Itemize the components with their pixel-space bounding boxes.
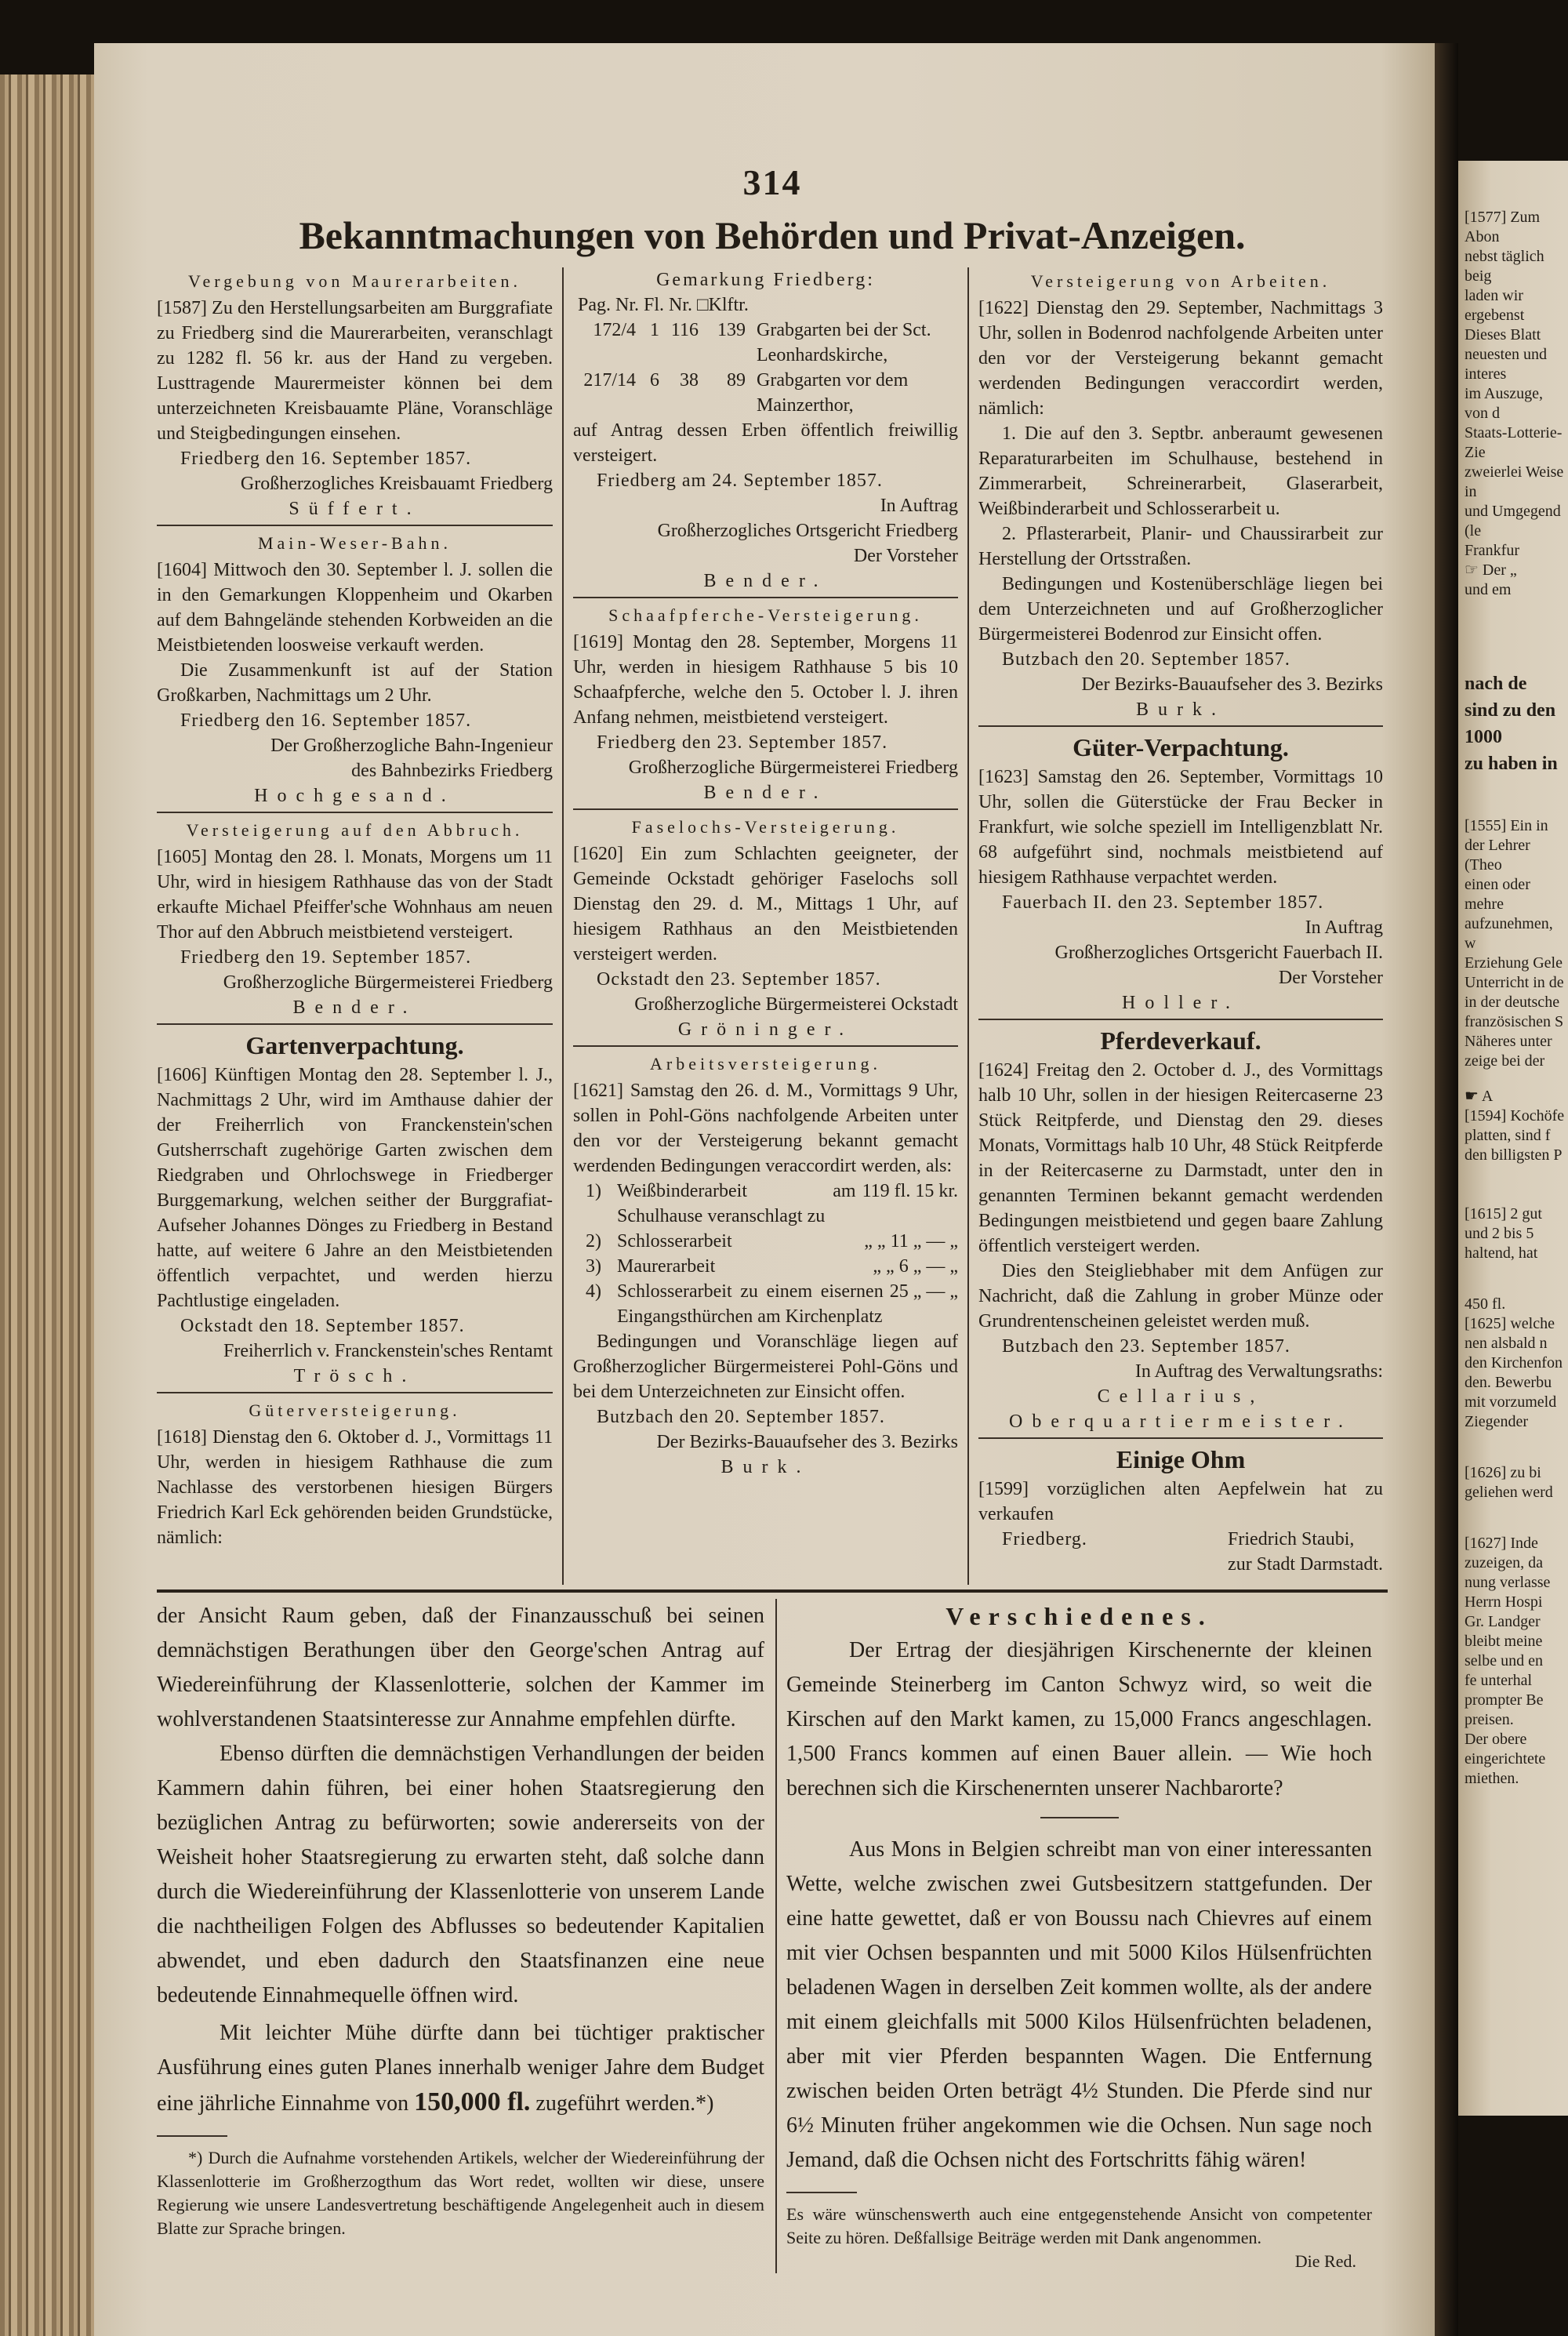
fragment-line: Der obere — [1465, 1731, 1527, 1748]
notice-signature: Großherzogliches Ortsgericht Friedberg — [657, 521, 958, 541]
note-rule — [786, 2192, 857, 2193]
notice-date: Friedberg am 24. September 1857. — [597, 470, 883, 491]
fragment-line: zweierlei Weise in — [1465, 463, 1564, 500]
notice-date: Fauerbach II. den 23. September 1857. — [1002, 892, 1324, 913]
notice — [978, 1025, 1383, 1439]
item-amount: „ „ 6 „ — „ — [873, 1256, 958, 1277]
articles-section — [157, 1599, 1388, 2273]
fragment-line: [1615] 2 gut — [1465, 1205, 1542, 1222]
notice-body: [1623] Samstag den 26. September, Vormittags 10 Uhr, sollen die Güterstücke der Frau Becker in Frankfurt, wie solche speziell im Intelligenzblatt Nr. 68 aufgeführt sind, nochmals meistbietend auf hiesigem Rathhause verpachtet werden. — [978, 767, 1383, 888]
notice-heading: Pferdeverkauf. — [1100, 1026, 1261, 1055]
footer-place: Friedberg. — [1002, 1529, 1087, 1549]
fragment-line: Herrn Hospi — [1465, 1593, 1543, 1611]
notice-signature: Burk. — [1136, 699, 1225, 720]
list-item — [573, 1229, 958, 1254]
table-cell: 139 — [717, 320, 746, 340]
adjacent-page-fragment — [1458, 1204, 1568, 1263]
notice-heading: Versteigerung auf den Abbruch. — [186, 820, 524, 840]
notice-signature: In Auftrag — [880, 496, 958, 516]
notice — [573, 603, 958, 810]
notice — [157, 1398, 553, 1553]
item-amount: 119 fl. 15 kr. — [862, 1181, 958, 1201]
fragment-line: miethen. — [1465, 1770, 1519, 1787]
notice-heading: Güter-Verpachtung. — [1073, 733, 1289, 761]
adjacent-page-fragment — [1458, 816, 1568, 1071]
adjacent-page-fragment — [1458, 208, 1568, 600]
notice-heading: Vergebung von Maurerarbeiten. — [188, 271, 521, 291]
notice-signature: In Auftrag — [1305, 917, 1383, 938]
item-number: 2) — [586, 1231, 601, 1252]
fragment-line: Näheres unter — [1465, 1033, 1552, 1050]
notice-date: Butzbach den 20. September 1857. — [597, 1407, 885, 1427]
fragment-line: Staats-Lotterie-Zie — [1465, 424, 1563, 461]
notice-signature: Großherzogliche Bürgermeisterei Ockstadt — [634, 994, 958, 1015]
notice-signature: Holler. — [1122, 993, 1240, 1013]
adjacent-page-fragment — [1458, 1295, 1568, 1432]
notice-signature: Bender. — [703, 783, 828, 803]
fragment-line: der Lehrer (Theo — [1465, 837, 1530, 874]
notices-section — [157, 267, 1388, 1585]
item-label: Schlosserarbeit zu einem eisernen Eingangsthürchen am Kirchenplatz — [617, 1281, 884, 1327]
item-number: 3) — [586, 1256, 601, 1277]
notice-body: [1622] Dienstag den 29. September, Nachmittags 3 Uhr, sollen in Bodenrod nachfolgende Arbeiten unter den vor der Versteigerung bekannt gemacht werdenden Bedingungen veraccordirt werden, nämlich: — [978, 298, 1383, 419]
fragment-line: Erziehung Gele — [1465, 954, 1563, 972]
adjacent-page-fragment — [1458, 1087, 1568, 1165]
notice-subheading: Gemarkung Friedberg: — [656, 270, 875, 290]
notice-body: Bedingungen und Kostenüberschläge liegen bei dem Unterzeichneten und auf Großherzoglicher Bürgermeisterei Bodenrod zur Einsicht offen. — [978, 574, 1383, 645]
notice — [573, 1052, 958, 1483]
notice-date: Friedberg den 19. September 1857. — [180, 947, 472, 968]
item-number: 4) — [586, 1281, 601, 1302]
notice — [978, 732, 1383, 1020]
table-cell: Grabgarten bei der Sct. Leonhardskirche, — [757, 320, 931, 365]
column-left — [157, 267, 553, 1585]
footer-line: Friedrich Staubi, — [1228, 1529, 1355, 1549]
notice-signature: Der Großherzogliche Bahn-Ingenieur — [270, 736, 553, 756]
notice-date: Friedberg den 16. September 1857. — [180, 449, 472, 469]
notice — [978, 1444, 1383, 1580]
section-divider — [157, 1589, 1388, 1593]
notice — [157, 1030, 553, 1393]
table-cell: 38 — [680, 370, 699, 391]
fragment-line: mit vorzumeld — [1465, 1393, 1557, 1411]
notice — [157, 818, 553, 1025]
article-paragraph: Ebenso dürften die demnächstigen Verhandlungen der beiden Kammern dahin führen, bei einer hohen Staatsregierung den bezüglichen Antrag zu befürworten; sowie andererseits von der Weisheit hoher Staatsregierung zu erwarten steht, daß solche dann durch die Wiedereinführung der Klassenlotterie von unserem Lande die nachtheiligen Folgen des Abflusses so bedeutender Kapitalien abwendet, und eben dadurch den Staatsfinanzen eine neue bedeutende Einnahmequelle öffnen wird. — [157, 1742, 764, 2007]
item-label: Maurerarbeit — [617, 1256, 716, 1277]
adjacent-page-fragment — [1458, 1463, 1568, 1502]
fragment-line: nebst täglich beig — [1465, 248, 1544, 285]
separator-rule — [1040, 1817, 1119, 1818]
fragment-line: ☞ Der „ — [1465, 561, 1517, 579]
fragment-line: [1577] Zum Abon — [1465, 209, 1541, 245]
table-header: Pag. Nr. Fl. Nr. □Klftr. — [578, 295, 749, 315]
fragment-line: 1000 — [1465, 727, 1502, 747]
notice-signature: Der Vorsteher — [1278, 968, 1383, 988]
book-gutter — [1435, 43, 1458, 2336]
fragment-line: französischen S — [1465, 1013, 1564, 1030]
fragment-line: prompter Be — [1465, 1691, 1544, 1709]
notice-signature: Burk. — [720, 1457, 811, 1477]
item-label: Schlosserarbeit — [617, 1231, 732, 1252]
notice-body: Bedingungen und Voranschläge liegen auf Großherzoglicher Bürgermeisterei Pohl-Göns und bei dem Unterzeichneten zur Einsicht offen. — [573, 1331, 958, 1402]
footer-signature — [1228, 1527, 1383, 1577]
table-cell: Grabgarten vor dem Mainzerthor, — [757, 370, 909, 416]
fragment-line: im Auszuge, von d — [1465, 385, 1543, 422]
notice-body: [1605] Montag den 28. l. Monats, Morgens um 11 Uhr, wird in hiesigem Rathhause das von der Stadt erkaufte Michael Pfeiffer'sche Wohnhaus am neuen Thor auf den Abbruch meistbietend versteigert. — [157, 847, 553, 943]
table-cell: 116 — [670, 320, 699, 340]
list-item — [573, 1179, 958, 1229]
notice-signature: Cellarius, Oberquartiermeister. — [1009, 1386, 1352, 1432]
fragment-line: in der deutsche — [1465, 994, 1560, 1011]
fragment-line: 450 fl. — [1465, 1295, 1506, 1313]
article-lottery — [157, 1599, 764, 2273]
notice-signature: Großherzogliches Kreisbauamt Friedberg — [240, 474, 553, 494]
fragment-line: preisen. — [1465, 1711, 1514, 1728]
article-paragraph — [157, 2016, 764, 2121]
page-title: Bekanntmachungen von Behörden und Privat-Anzeigen. — [299, 213, 1246, 257]
fragment-line: und 2 bis 5 — [1465, 1225, 1534, 1242]
table-cell: 1 — [650, 320, 659, 340]
column-right — [967, 267, 1383, 1585]
editor-signature: Die Red. — [1294, 2251, 1356, 2271]
notice-heading: Faselochs-Versteigerung. — [631, 817, 900, 837]
fragment-line: [1625] welche — [1465, 1315, 1555, 1332]
notice-signature: Großherzogliches Ortsgericht Fauerbach II. — [1054, 943, 1383, 963]
fragment-line: platten, sind f — [1465, 1127, 1551, 1144]
notice-heading: Main-Weser-Bahn. — [257, 533, 452, 553]
fragment-line: Gr. Landger — [1465, 1613, 1541, 1630]
fragment-line: Ziegender — [1465, 1413, 1529, 1430]
article-text: zugeführt werden.*) — [535, 2091, 714, 2116]
notice-body: [1619] Montag den 28. September, Morgens 11 Uhr, werden in hiesigem Rathhause 5 bis 10 Schaafpferche, welche den 5. October l. J. ihren Anfang nehmen, meistbietend versteigert. — [573, 632, 958, 728]
fragment-line: bleibt meine — [1465, 1633, 1543, 1650]
fragment-line: haltend, hat — [1465, 1244, 1538, 1262]
notice-body: Dies den Steigliebhaber mit dem Anfügen zur Nachricht, daß die Zahlung in grober Münze oder Grundrentenscheinen geleistet werden muß. — [978, 1261, 1383, 1331]
notice-signature: Bender. — [703, 571, 828, 591]
fragment-line: [1555] Ein in — [1465, 817, 1548, 834]
notice-heading: Arbeitsversteigerung. — [650, 1054, 881, 1074]
fragment-line: zu haben in — [1465, 754, 1558, 774]
fragment-line: neuesten und interes — [1465, 346, 1547, 383]
notice-body: [1620] Ein zum Schlachten geeigneter, der Gemeinde Ockstadt gehöriger Faselochs soll Dienstag den 29. d. M., Mittags 1 Uhr, auf hiesigem Rathhaus an den Meistbietenden versteigert werden. — [573, 844, 958, 965]
article-text: Mit leichter Mühe dürfte dann bei tüchtiger praktischer Ausführung eines guten Planes innerhalb weniger Jahre dem Budget eine jährliche Einnahme von — [157, 2021, 764, 2116]
fragment-line: aufzunehmen, w — [1465, 915, 1553, 952]
fragment-line: nach de — [1465, 674, 1527, 694]
notice — [157, 269, 553, 526]
fragment-line: laden wir ergebenst — [1465, 287, 1525, 324]
notice-date: Ockstadt den 23. September 1857. — [597, 969, 881, 990]
notice-date: Friedberg den 16. September 1857. — [180, 710, 472, 731]
notice-signature: Süffert. — [289, 499, 421, 519]
fragment-line: nen alsbald n — [1465, 1335, 1548, 1352]
item-amount: 25 „ — „ — [889, 1281, 958, 1302]
fragment-line: geliehen werd — [1465, 1484, 1553, 1501]
notice-body: Die Zusammenkunft ist auf der Station Großkarben, Nachmittags um 2 Uhr. — [157, 660, 553, 706]
notice-date: Friedberg den 23. September 1857. — [597, 732, 888, 753]
item-number: 1) — [586, 1181, 601, 1201]
fragment-line: [1626] zu bi — [1465, 1464, 1541, 1481]
notice-heading: Güterversteigerung. — [249, 1401, 461, 1420]
editor-note: Es wäre wünschenswerth auch eine entgegenstehende Ansicht von competenter Seite zu hören. Deßfallsige Beiträge werden mit Dank angenommen. — [786, 2204, 1372, 2247]
notice-signature: Hochgesand. — [254, 786, 456, 806]
fragment-line: zuzeigen, da — [1465, 1554, 1543, 1571]
fragment-line: Dieses Blatt — [1465, 326, 1541, 343]
notice-signature: Bender. — [292, 997, 417, 1018]
notice-heading: Schaafpferche-Versteigerung. — [608, 605, 923, 625]
notice-date: Butzbach den 23. September 1857. — [1002, 1336, 1290, 1357]
notice-signature: Gröninger. — [677, 1019, 854, 1040]
notice-signature: Freiherrlich v. Franckenstein'sches Rentamt — [223, 1341, 553, 1361]
notice — [157, 531, 553, 813]
page-number: 314 — [742, 162, 802, 202]
notice-body: [1606] Künftigen Montag den 28. September l. J., Nachmittags 2 Uhr, wird im Amthause dahier der der Freiherrlich von Franckenstein'schen Gutsherrschaft zugehörige Garten zwischen dem Riedgraben und Ohrlochswege in Friedberger Burggemarkung, welchen seither der Burggrafiat-Aufseher Johannes Dönges zu Friedberg in Bestand hatte, auf weitere 6 Jahre an den Meistbietenden öffentlich verpachtet, und werden hierzu Pachtlustige eingeladen. — [157, 1065, 553, 1311]
item-amount: „ „ 11 „ — „ — [864, 1231, 958, 1252]
notice-body: [1587] Zu den Herstellungsarbeiten am Burggrafiate zu Friedberg sind die Maurerarbeiten, veranschlagt zu 1282 fl. 56 kr. aus der Hand zu vergeben. Lusttragende Maurermeister können bei dem unterzeichneten Kreisbauamte Pläne, Voranschläge und Steigbedingungen einsehen. — [157, 298, 553, 444]
table-cell: 6 — [650, 370, 659, 391]
notice-body: 1. Die auf den 3. Septbr. anberaumt gewesenen Reparaturarbeiten im Schulhause, bestehend in Zimmerarbeit, Schreinerarbeit, Glaserarbeit, Weißbinderarbeit und Schlosserarbeit u. — [978, 423, 1383, 519]
fragment-line: ☛ A — [1465, 1088, 1494, 1105]
fragment-line: selbe und en — [1465, 1652, 1543, 1669]
notice-body: 2. Pflasterarbeit, Planir- und Chaussirarbeit zur Herstellung der Ortsstraßen. — [978, 524, 1383, 569]
fragment-line: eingerichtete — [1465, 1750, 1546, 1767]
notice-body: [1599] vorzüglichen alten Aepfelwein hat zu verkaufen — [978, 1479, 1383, 1524]
fragment-line: einen oder mehre — [1465, 876, 1530, 913]
notice-signature: Großherzogliche Bürgermeisterei Friedberg — [223, 972, 553, 993]
notice-date: Ockstadt den 18. September 1857. — [180, 1316, 465, 1336]
notice — [978, 269, 1383, 727]
footer-line: zur Stadt Darmstadt. — [1228, 1554, 1383, 1575]
list-item — [573, 1279, 958, 1329]
adjacent-page — [1458, 161, 1568, 2116]
newspaper-page — [94, 43, 1435, 2336]
table-row — [573, 318, 958, 368]
notice-signature: Der Bezirks-Bauaufseher des 3. Bezirks — [656, 1432, 958, 1452]
adjacent-page-fragment — [1458, 670, 1568, 777]
notice-signature: Der Bezirks-Bauaufseher des 3. Bezirks — [1081, 674, 1383, 695]
notice-signature: Trösch. — [293, 1366, 416, 1386]
table-row — [573, 368, 958, 418]
fragment-line: zeige bei der — [1465, 1052, 1545, 1070]
fragment-line: Frankfur — [1465, 542, 1519, 559]
list-item — [573, 1254, 958, 1279]
fragment-line: [1594] Kochöfe — [1465, 1107, 1565, 1124]
notice-body: auf Antrag dessen Erben öffentlich freiwillig versteigert. — [573, 420, 958, 466]
column-middle — [562, 267, 958, 1585]
notice — [573, 267, 958, 598]
notice-footer — [978, 1527, 1383, 1577]
miscellany-paragraph: Der Ertrag der diesjährigen Kirschenernte der kleinen Gemeinde Steinerberg im Canton Schwyz wird, so weit die Kirschen auf den Markt kamen, zu 15,000 Francs angeschlagen. 1,500 Francs kommen auf einen Bauer allein. — Wie hoch berechnen sich die Kirschenernten unserer Nachbarorte? — [786, 1638, 1372, 1800]
fragment-line: fe unterhal — [1465, 1672, 1533, 1689]
fragment-line: und Umgegend (le — [1465, 503, 1561, 539]
notice-heading: Gartenverpachtung. — [245, 1031, 464, 1059]
notice-body: [1624] Freitag den 2. October d. J., des Vormittags halb 10 Uhr, sollen in der hiesigen Reitercaserne 23 Stück Reitpferde, und Dienstag den 29. dieses Monats, Vormittags halb 10 Uhr, 48 Stück Reitpferde in der Reitercaserne zu Darmstadt, unter den in genannten Terminen bekannt gemacht werdenden Bedingungen meistbietend und gegen baare Zahlung öffentlich versteigert werden. — [978, 1060, 1383, 1256]
notice-heading: Einige Ohm — [1116, 1445, 1246, 1473]
item-label: Weißbinderarbeit am Schulhause veranschlagt zu — [617, 1181, 856, 1226]
miscellany-section — [775, 1599, 1372, 2273]
table-cell: 89 — [727, 370, 746, 391]
fragment-line: nung verlasse — [1465, 1574, 1551, 1591]
table-cell: 172/4 — [593, 320, 636, 340]
notice-signature: Großherzogliche Bürgermeisterei Friedberg — [628, 757, 958, 778]
adjacent-page-fragment — [1458, 1534, 1568, 1789]
notice-signature: In Auftrag des Verwaltungsraths: — [1134, 1361, 1383, 1382]
fragment-line: und em — [1465, 581, 1512, 598]
fragment-line: [1627] Inde — [1465, 1535, 1538, 1552]
fragment-line: Unterricht in de — [1465, 974, 1564, 991]
article-paragraph: der Ansicht Raum geben, daß der Finanzausschuß bei seinen demnächstigen Berathungen über den George'schen Antrag auf Wiedereinführung der Klassenlotterie, solchen der Kammer im wohlverstandenen Staatsinteresse zur Annahme empfehlen dürfte. — [157, 1604, 764, 1731]
notice — [573, 815, 958, 1047]
fragment-line: den billigsten P — [1465, 1146, 1563, 1164]
notice-body: [1604] Mittwoch den 30. September l. J. sollen die in den Gemarkungen Kloppenheim und Okarben auf dem Bahngelände stehenden Korbweiden an die Meistbietenden loosweise verkauft werden. — [157, 560, 553, 656]
fragment-line: den Kirchenfon — [1465, 1354, 1563, 1371]
notice-heading: Versteigerung von Arbeiten. — [1030, 271, 1331, 291]
notice-body: [1618] Dienstag den 6. Oktober d. J., Vormittags 11 Uhr, werden in hiesigem Rathhause die zum Nachlasse des verstorbenen hiesigen Bürgers Friedrich Karl Eck gehörenden beiden Grundstücke, nämlich: — [157, 1427, 553, 1548]
notice-date: Butzbach den 20. September 1857. — [1002, 649, 1290, 670]
footnote-rule — [157, 2135, 227, 2137]
fragment-line: den. Bewerbu — [1465, 1374, 1552, 1391]
miscellany-heading: Verschiedenes. — [946, 1602, 1213, 1630]
notice-body: [1621] Samstag den 26. d. M., Vormittags 9 Uhr, sollen in Pohl-Göns nachfolgende Arbeiten unter den vor der Versteigerung bekannt gemacht werdenden Bedingungen veraccordirt werden, als: — [573, 1081, 958, 1176]
notice-signature: Der Vorsteher — [853, 546, 958, 566]
article-amount: 150,000 fl. — [414, 2087, 531, 2116]
fragment-line: sind zu den — [1465, 700, 1556, 721]
footnote: *) Durch die Aufnahme vorstehenden Artikels, welcher der Wiedereinführung der Klassenlotterie im Großherzogthum das Wort redet, wollten wir diese, unsere Regierung wie unsere Landesvertretung beschäftigende Angelegenheit auch in diesem Blatte zur Sprache bringen. — [157, 2148, 764, 2238]
miscellany-paragraph: Aus Mons in Belgien schreibt man von einer interessanten Wette, welche zwischen zwei Gutsbesitzern stattgefunden. Der eine hatte gewettet, daß er von Boussu nach Chievres auf einem mit vier Ochsen bespannten und mit 5000 Kilos Hülsenfrüchten beladenen Wagen in derselben Zeit kommen wollte, als der andere mit einem gleichfalls mit 5000 Kilos Hülsenfrüchten beladenen, aber mit vier Pferden bespannten Wagen. Die Entfernung zwischen beiden Orten beträgt 4½ Stunden. Die Pferde sind nur 6½ Minuten früher angekommen wie die Ochsen. Nun sage noch Jemand, daß die Ochsen nicht des Fortschritts fähig wären! — [786, 1837, 1372, 2172]
notice-signature: des Bahnbezirks Friedberg — [351, 761, 553, 781]
table-cell: 217/14 — [583, 370, 636, 391]
